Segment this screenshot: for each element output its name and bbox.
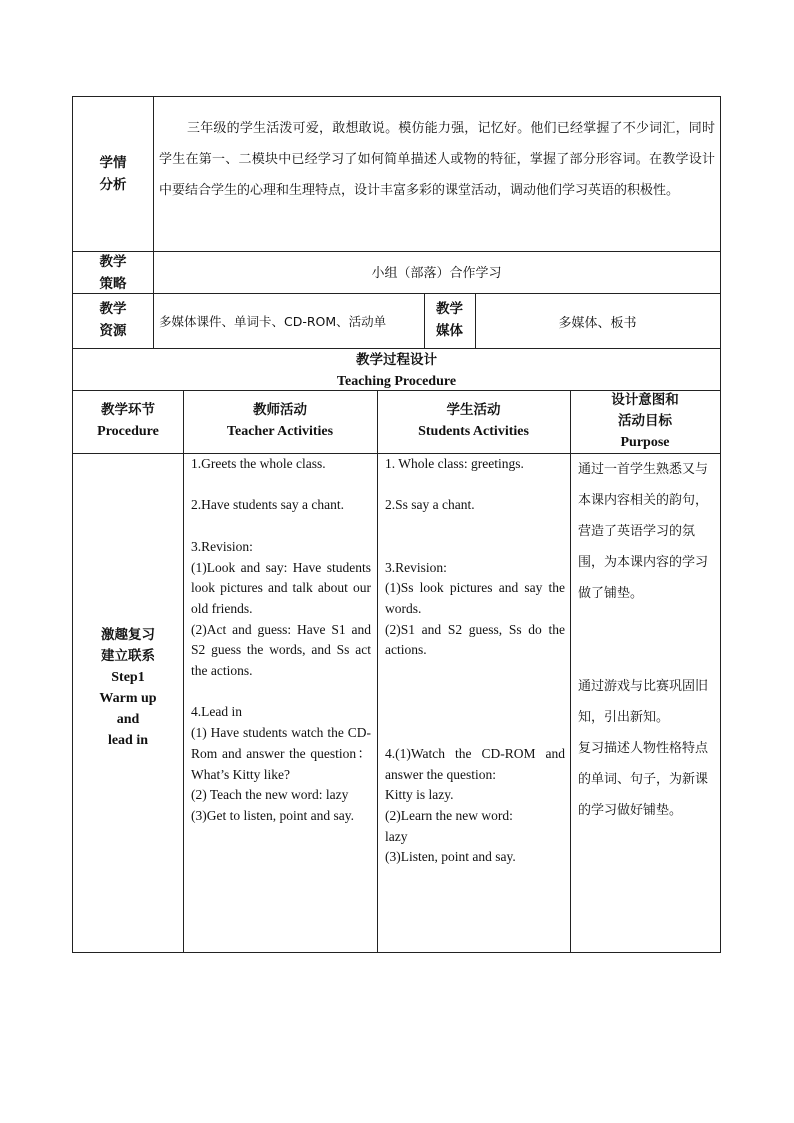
analysis-label: 学情 分析 [99,155,127,193]
purpose-text-1: 通过一首学生熟悉又与本课内容相关的韵句，营造了英语学习的氛围，为本课内容的学习做了铺垫。 [578,462,709,601]
students-activities-text: 1. Whole class: greetings. 2.Ss say a chant. 3.Revision: (1)Ss look pictures and say the words. (2)S1 and S2 guess, Ss do the actions. 4.(1)Watch the CD-ROM and answer the question: Kitty is lazy. (2)Learn the new word: lazy (3)Listen, point and say. [385,456,565,865]
resources-label: 教学 资源 [99,301,127,339]
media-text: 多媒体、板书 [558,316,637,331]
step1-label: 激趣复习 建立联系 Step1 Warm up and lead in [99,627,157,748]
media-label: 教学 媒体 [436,301,463,339]
strategy-text: 小组（部落）合作学习 [371,266,502,281]
purpose-text-2: 通过游戏与比赛巩固旧知，引出新知。 复习描述人物性格特点的单词、句子，为新课的学习做好铺垫。 [578,679,709,818]
lesson-plan-table [72,96,721,953]
resources-text: 多媒体课件、单词卡、CD-ROM、活动单 [159,314,387,329]
column-header-purpose: 设计意图和 活动目标 Purpose [611,392,679,450]
analysis-text: 三年级的学生活泼可爱，敢想敢说。模仿能力强，记忆好。他们已经掌握了不少词汇，同时学生在第一、二模块中已经学习了如何简单描述人或物的特征，掌握了部分形容词。在教学设计中要结合学生的心理和生理特点，设计丰富多彩的课堂活动，调动他们学习英语的积极性。 [159,121,715,198]
strategy-label: 教学 策略 [99,254,127,292]
column-header-step: 教学环节 Procedure [97,402,159,439]
teacher-activities-text: 1.Greets the whole class. 2.Have students say a chant. 3.Revision: (1)Look and say: Have students look pictures and talk about our old friends. (2)Act and guess: Have S1 and S2 guess the words, and Ss act the actions. 4.Lead in (1) Have students watch the CD-Rom and answer the question： What’s Kitty like? (2) Teach the new word: lazy (3)Get to listen, point and say. [191,456,371,823]
procedure-title: 教学过程设计 Teaching Procedure [336,352,457,389]
column-header-students: 学生活动 Students Activities [418,402,529,439]
column-header-teacher: 教师活动 Teacher Activities [226,402,334,439]
